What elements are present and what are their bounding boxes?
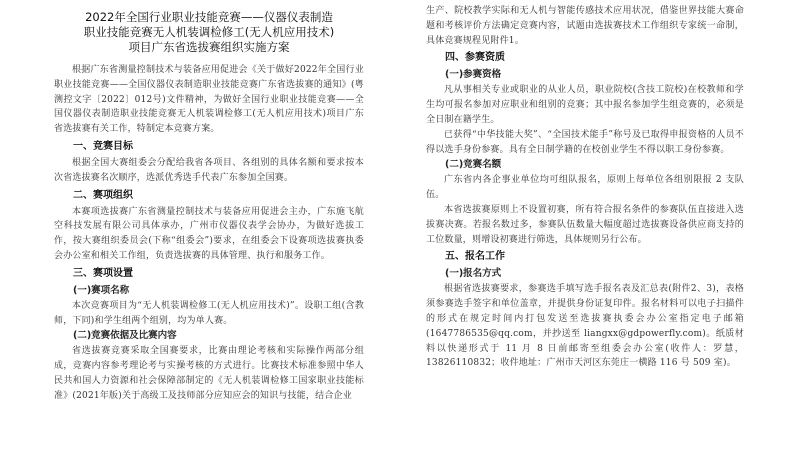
eligibility-paragraph-2: 已获得“中华技能大奖”、“全国技术能手”称号及已取得申报资格的人员不得以选手身份参赛。具有全日制学籍的在校创业学生不得以职工身份参赛。 xyxy=(426,129,744,155)
subheading-event-name: (一)赛项名称 xyxy=(73,284,130,296)
registration-paragraph: 根据省选拔赛要求，参赛选手填写选手报名表及汇总表(附件2、3)，表格须参赛选手签字和单位盖章，并提供身份证复印件。报名材料可以电子扫描件的形式在规定时间内打包发送至选拔赛执委会办公室指定电子邮箱(1647786535@qq.com，并抄送至 liangxx@gdpowerfly.com)。纸质材料以快递形式于 11 月 8 日前邮寄至组委会办公室(收件人：罗慧，13826110832；收件地址：广州市天河区东莞庄一横路 116 号 509 室)。 xyxy=(426,284,744,369)
title-line-1: 2022年全国行业职业技能竞赛——仪器仪表制造 xyxy=(85,10,333,24)
intro-paragraph: 根据广东省测量控制技术与装备应用促进会《关于做好2022年全国行业职业技能竞赛——全国仪器仪表制造职业技能竞赛广东省选拔赛的通知》(粤测控文字〔2022〕012号)文件精神，为做好全国行业职业技能竞赛——全国仪器仪表制造职业技能竞赛无人机装调检修工(无人机应用技术)项目广东省选拔赛有关工作，特制定本竞赛方案。 xyxy=(54,65,364,135)
section-heading-organization: 二、赛项组织 xyxy=(73,189,133,201)
title-line-3: 项目广东省选拔赛组织实施方案 xyxy=(128,40,290,54)
subheading-basis-content: (二)竞赛依据及比赛内容 xyxy=(73,330,177,342)
quota-paragraph-2: 本省选拔赛原则上不设置初赛，所有符合报名条件的参赛队伍直接进入选拔赛决赛。若报名数过多，参赛队伍数量大幅度超过选拔赛设备供应商支持的工位数量，则增设初赛进行筛选，具体规则另行公布。 xyxy=(426,204,744,245)
section-heading-qualification: 四、参赛资质 xyxy=(445,52,505,64)
section-heading-goal: 一、竞赛目标 xyxy=(73,140,133,152)
subheading-registration-method: (一)报名方式 xyxy=(445,268,502,280)
subheading-eligibility: (一)参赛资格 xyxy=(445,69,502,81)
organization-paragraph: 本赛项选拔赛广东省测量控制技术与装备应用促进会主办，广东施飞航空科技发展有限公司具体承办，广州市仪器仪表学会协办，为做好选拔工作，按大赛组织委员会(下称“组委会”)要求，在组委会下设赛项选拔赛执委会办公室和相关工作组，负责选拔赛的具体管理、执行和服务工作。 xyxy=(54,206,364,261)
left-column xyxy=(54,0,364,449)
continued-paragraph: 生产、院校教学实际和无人机与智能传感技术应用状况，借鉴世界技能大赛命题和考核评价方法确定竞赛内容，试题由选拔赛技术工作组织专家统一命制，具体竞赛规程见附件1。 xyxy=(426,6,744,46)
section-heading-registration: 五、报名工作 xyxy=(445,251,505,263)
section-heading-setup: 三、赛项设置 xyxy=(73,267,133,279)
quota-paragraph-1: 广东省内各企事业单位均可组队报名，原则上每单位各组别限报 2 支队伍。 xyxy=(426,175,744,201)
document-title xyxy=(54,10,364,55)
basis-content-paragraph: 省选拔赛竞赛采取全国赛要求，比赛由理论考核和实际操作两部分组成，竞赛内容参考理论考与实操考核的方式进行。比赛技术标准参照中华人民共和国人力资源和社会保障部制定的《无人机装调检修工国家职业技能标准》(2021年版)关于高级工及技师部分应知应会的知识与技能，结合企业 xyxy=(54,346,364,401)
goal-paragraph: 根据全国大赛组委会分配给我省各项目、各组别的具体名额和要求按本次省选拔赛名次顺序，选派优秀选手代表广东参加全国赛。 xyxy=(54,157,364,183)
event-name-paragraph: 本次竞赛项目为“无人机装调检修工(无人机应用技术)”。设职工组(含教师，下同)和学生组两个组别，均为单人赛。 xyxy=(54,300,364,326)
title-line-2: 职业技能竞赛无人机装调检修工(无人机应用技术) xyxy=(83,25,335,39)
subheading-quota: (二)竞赛名额 xyxy=(445,159,502,171)
eligibility-paragraph-1: 凡从事相关专业或职业的从业人员，职业院校(含技工院校)在校教师和学生均可报名参加对应职业和组别的竞赛；其中报名参加学生组竞赛的，必须是全日制在籍学生。 xyxy=(426,85,744,125)
right-column xyxy=(426,0,744,449)
